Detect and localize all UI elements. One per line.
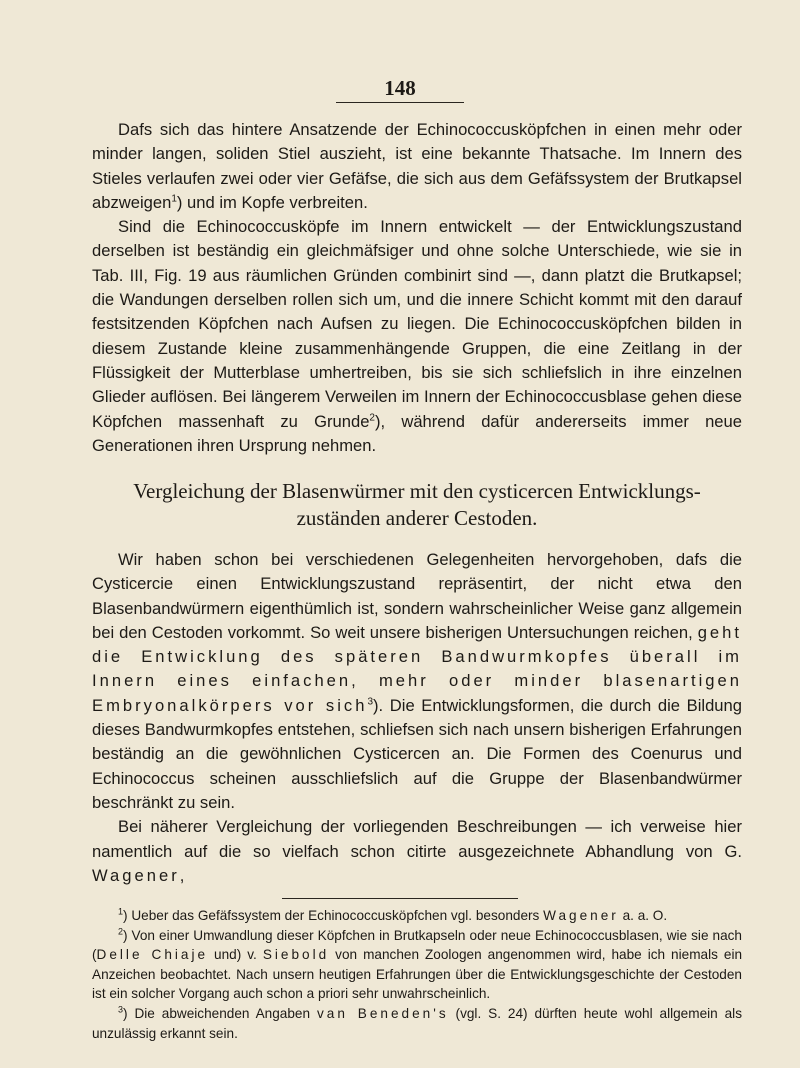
section-text — [92, 548, 742, 888]
footnote-separator — [282, 898, 518, 899]
footnote-3-text: ) Die abweichenden Angaben — [123, 1005, 311, 1021]
body-text — [92, 118, 742, 458]
footnote-2-mid: und) v. — [214, 947, 257, 963]
paragraph-3-emphasis: geht die Entwicklung des späteren Bandwurmkopfes überall im Innern eines einfachen, mehr oder minder blasenartigen Embryonalkörpers vor sich — [92, 622, 742, 715]
page-number: 148 — [384, 76, 416, 100]
paragraph-4-start: Bei näherer Vergleichung der vorliegenden Beschreibungen — ich verweise hier namentlich auf die so vielfach schon citirte ausgezeichnete Abhandlung von G. — [92, 817, 742, 861]
paragraph-3-tail: ). Die Entwicklungsformen, die durch die Bildung dieses Bandwurmkopfes entstehen, schliefsen sich nach unsern bisherigen Erfahrungen beständig an die gewöhnlichen Cysticercen an. Die Formen des Coenurus und Echinococcus scheinen ausschliefslich auf die Gruppe der Blasenbandwürmer beschränkt zu sein. — [92, 695, 742, 812]
footnote-ref-2[interactable]: 2 — [369, 412, 375, 424]
page-number-underline — [336, 102, 464, 103]
paragraph-1-text: Dafs sich das hintere Ansatzende der Echinococcusköpfchen in einen mehr oder minder langen, soliden Stiel auszieht, ist eine bekannte Thatsache. Im Innern des Stieles verlaufen zwei oder vier Gefäfse, die sich aus dem Gefäfssystem der Brutkapsel abzweigen — [92, 120, 742, 212]
footnotes — [92, 906, 742, 1043]
footnote-2-name-1: Delle Chiaje — [96, 947, 209, 963]
paragraph-4-tail: , — [179, 865, 185, 885]
paragraph-2 — [92, 215, 742, 458]
footnote-2-text: ) Von einer Umwandlung dieser Köpfchen in Brutkapseln oder neue Echinococcusblasen, wie sie nach ( — [92, 927, 742, 963]
footnote-2-tail: von manchen Zoologen angenommen wird, habe ich niemals ein Anzeichen beobachtet. Nach unsern heutigen Erfahrungen über die Entwicklungsgeschichte der Cestoden ist ein solcher Vorgang auch schon a priori sehr unwahrscheinlich. — [92, 947, 743, 1002]
paragraph-4 — [92, 815, 742, 888]
footnote-1-text: ) Ueber das Gefäfssystem der Echinococcusköpfchen vgl. besonders — [123, 908, 540, 923]
footnote-ref-1[interactable]: 1 — [171, 193, 177, 205]
author-name-wagener: Wagener — [92, 865, 180, 885]
footnote-1-name: Wagener — [543, 908, 619, 923]
paragraph-2-text: Sind die Echinococcusköpfe im Innern entwickelt — der Entwicklungszustand derselben ist beständig ein gleichmäfsiger und ohne solche Unterschiede, wie sie in Tab. III, Fig. 19 aus räumlichen Gründen combinirt sind —, dann platzt die Brutkapsel; die Wandungen derselben rollen sich um, und die innere Schicht kommt mit den darauf festsitzenden Köpfchen nach Aufsen zu liegen. Die Echinococcusköpfchen bilden in diesem Zustande kleine zusammenhängende Gruppen, die eine Zeitlang in der Flüssigkeit der Mutterblase umhertreiben, bis sie sich schliefslich in ihre einzelnen Glieder auflösen. Bei längerem Verweilen im Innern der Echinococcusblase gehen diese Köpfchen massenhaft zu Grunde — [92, 217, 742, 431]
paragraph-1 — [92, 118, 742, 215]
section-heading-line-1: Vergleichung der Blasenwürmer mit den cysticercen Entwicklungs- — [133, 479, 701, 503]
footnote-2-name-2: Siebold — [262, 947, 330, 963]
footnote-1-mark: 1 — [118, 906, 124, 917]
footnote-2 — [92, 926, 742, 1004]
footnote-1-tail: a. a. O. — [622, 908, 668, 923]
footnote-2-mark: 2 — [118, 926, 124, 937]
paragraph-3 — [92, 548, 742, 815]
footnote-3-name: van Beneden's — [316, 1005, 449, 1021]
paragraph-1-tail: ) und im Kopfe verbreiten. — [176, 192, 368, 212]
section-heading — [92, 478, 742, 532]
paragraph-2-tail: ), während dafür andererseits immer neue Generationen ihren Ursprung nehmen. — [92, 411, 742, 455]
footnote-3 — [92, 1004, 742, 1043]
footnote-ref-3[interactable]: 3 — [367, 696, 374, 708]
footnote-3-mark: 3 — [118, 1004, 124, 1015]
footnote-3-tail: (vgl. S. 24) dürften heute wohl allgemein als unzulässig erkannt sein. — [92, 1005, 742, 1041]
footnote-1 — [92, 906, 742, 926]
paragraph-3-start: Wir haben schon bei verschiedenen Gelegenheiten hervorgehoben, dafs die Cysticercie einen Entwicklungszustand repräsentirt, der nicht etwa den Blasenbandwürmern eigenthümlich ist, sondern wahrscheinlicher Weise ganz allgemein bei den Cestoden vorkommt. So weit unsere bisherigen Untersuchungen reichen, — [92, 550, 742, 642]
section-heading-line-2: zuständen anderer Cestoden. — [296, 506, 538, 530]
